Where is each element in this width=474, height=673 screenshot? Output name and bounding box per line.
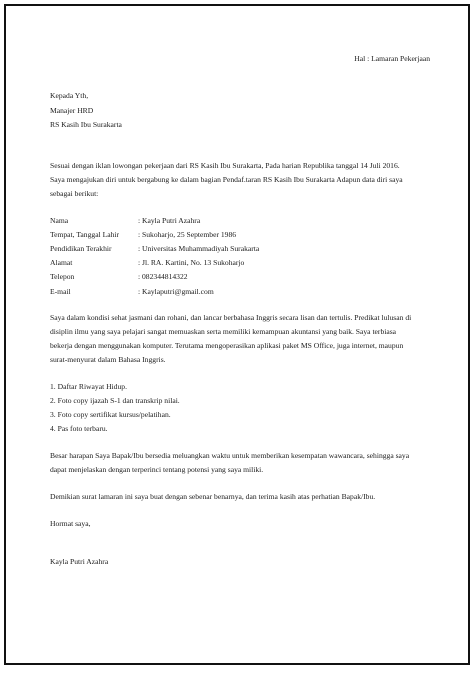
thanks-line: Demikian surat lamaran ini saya buat dengan sebenar benarnya, dan terima kasih atas perhatian Bapak/Ibu. [50,492,376,501]
detail-row [50,243,259,254]
salutation: Hormat saya, [50,519,91,528]
recipient-line: Kepada Yth, [50,91,89,100]
detail-value: : Kayla Putri Azahra [138,216,201,225]
detail-label: Nama [50,216,69,225]
detail-value: : Jl. RA. Kartini, No. 13 Sukoharjo [138,258,245,267]
detail-label: E-mail [50,287,71,296]
body-line: Saya dalam kondisi sehat jasmani dan rohani, dan lancar berbahasa Inggris secara lisan dan tertulis. Predikat lulusan di [50,313,412,322]
attachment-item: 2. Foto copy ijazah S-1 dan transkrip nilai. [50,396,180,405]
subject-line: Hal : Lamaran Pekerjaan [354,54,430,63]
detail-label: Telepon [50,272,75,281]
detail-value: : Sukoharjo, 25 September 1986 [138,230,237,239]
detail-row [50,286,214,297]
body-line: bekerja dengan menggunakan komputer. Terutama mengoperasikan aplikasi paket MS Office, juga internet, maupun [50,341,404,350]
recipient-line: Manajer HRD [50,106,94,115]
detail-value: : Universitas Muhammadiyah Surakarta [138,244,260,253]
intro-line: Sesuai dengan iklan lowongan pekerjaan dari RS Kasih Ibu Surakarta, Pada harian Republika tanggal 14 Juli 2016. [50,161,400,170]
body-line: surat-menyurat dalam Bahasa Inggris. [50,355,166,364]
detail-label: Tempat, Tanggal Lahir [50,230,120,239]
recipient-line: RS Kasih Ibu Surakarta [50,120,122,129]
detail-row [50,215,200,226]
detail-value: : Kaylaputri@gmail.com [138,287,214,296]
detail-row [50,271,188,282]
intro-line: Saya mengajukan diri untuk bergabung ke dalam bagian Pendaf.taran RS Kasih Ibu Surakarta Adapun data diri saya [50,175,403,184]
closing-line: Besar harapan Saya Bapak/Ibu bersedia meluangkan waktu untuk memberikan kesempatan wawancara, sehingga saya [50,451,410,460]
attachment-item: 1. Daftar Riwayat Hidup. [50,382,127,391]
detail-row [50,257,244,268]
detail-row [50,229,236,240]
letter-page [4,4,470,665]
attachment-item: 3. Foto copy sertifikat kursus/pelatihan. [50,410,171,419]
detail-label: Pendidikan Terakhir [50,244,112,253]
intro-line: sebagai berikut: [50,189,99,198]
detail-label: Alamat [50,258,73,267]
detail-value: : 082344814322 [138,272,188,281]
closing-line: dapat menjelaskan dengan terperinci tentang potensi yang saya miliki. [50,465,264,474]
attachment-item: 4. Pas foto terbaru. [50,424,108,433]
signature-name: Kayla Putri Azahra [50,557,109,566]
body-line: disiplin ilmu yang saya pelajari sangat memuaskan serta memiliki kemampuan akuntansi yang baik. Saya terbiasa [50,327,397,336]
